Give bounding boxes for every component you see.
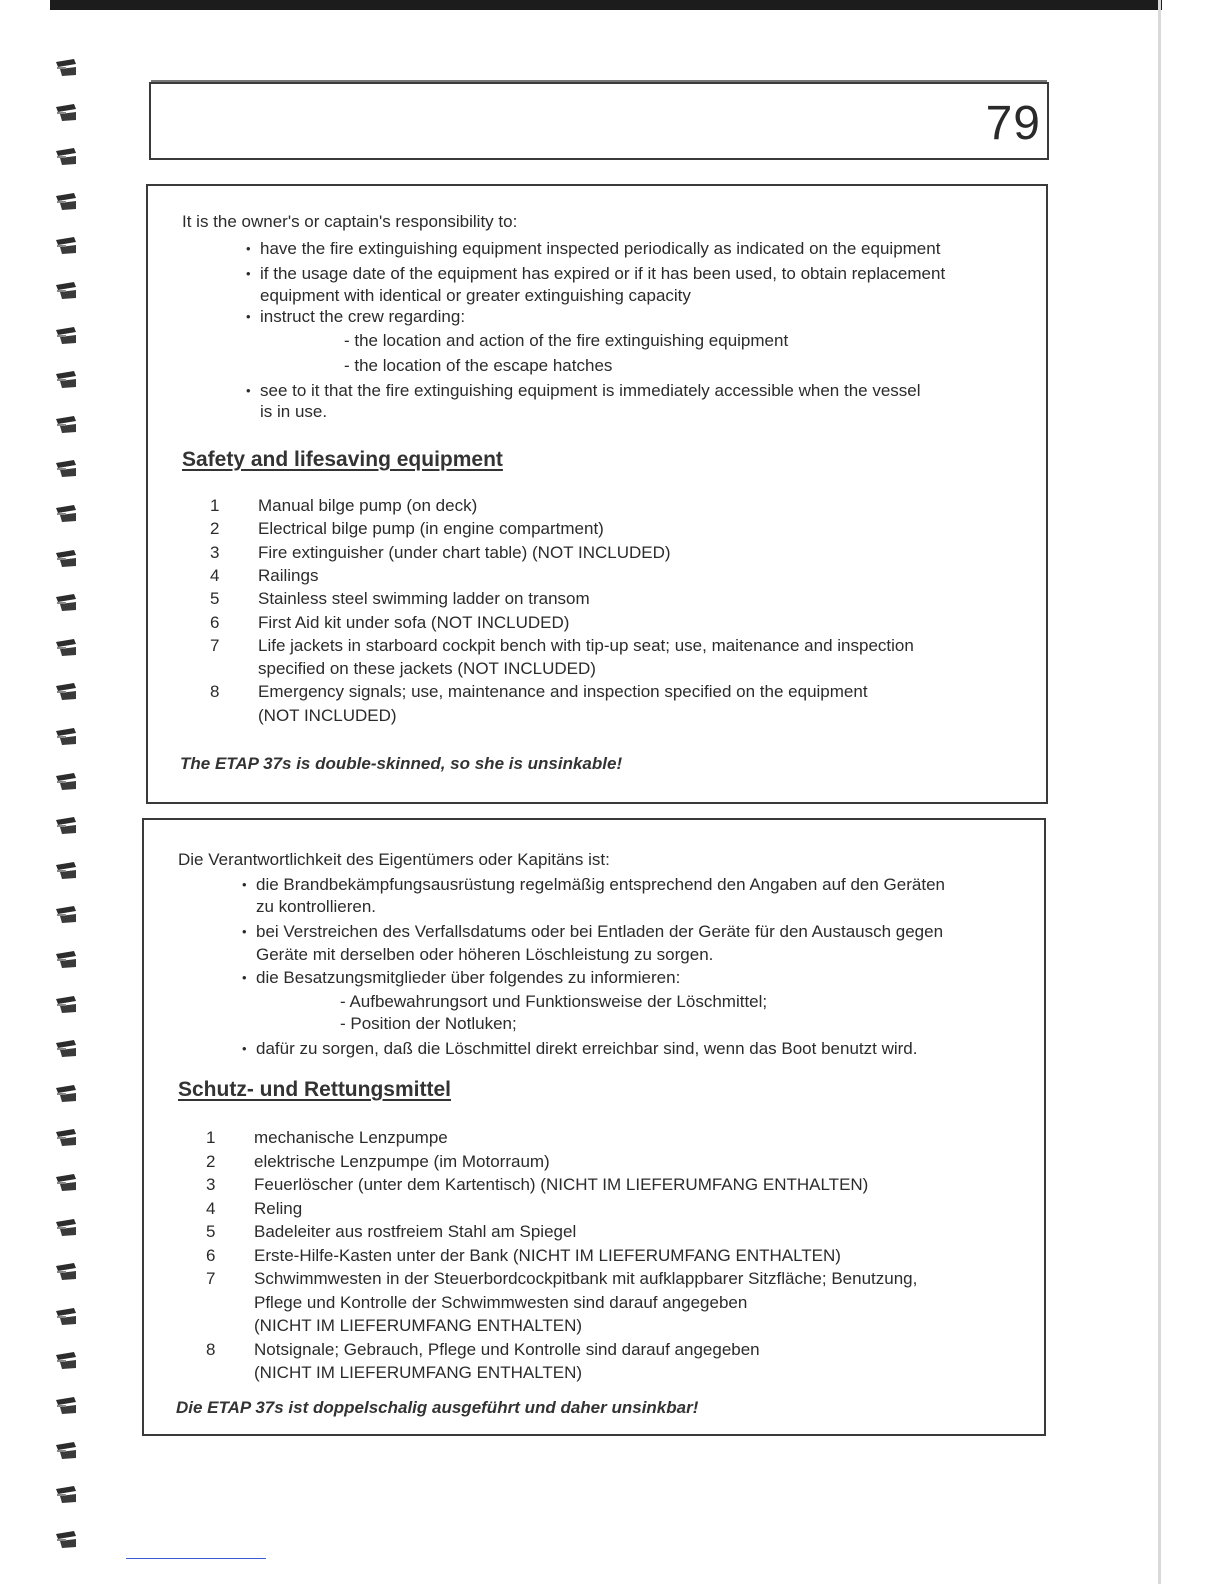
binding-ring [54, 903, 78, 925]
sub-item: - the location of the escape hatches [344, 356, 613, 375]
binding-ring [54, 725, 78, 747]
intro-text: Die Verantwortlichkeit des Eigentümers oder Kapitäns ist: [178, 850, 610, 869]
item-number: 6 [206, 1245, 216, 1265]
item-number: 2 [210, 519, 220, 539]
item-number: 8 [206, 1339, 216, 1359]
item-text: Stainless steel swimming ladder on transom [258, 589, 590, 609]
item-number: 3 [210, 542, 220, 562]
item-text: Fire extinguisher (under chart table) (NOT INCLUDED) [258, 542, 671, 562]
sub-item: - Aufbewahrungsort und Funktionsweise der Löschmittel; [340, 992, 768, 1011]
item-text: Schwimmwesten in der Steuerbordcockpitbank mit aufklappbarer Sitzfläche; Benutzung, [254, 1269, 918, 1288]
item-number: 1 [210, 496, 220, 515]
english-section [146, 184, 1048, 804]
item-number: 1 [206, 1128, 216, 1147]
scan-right-edge [1158, 0, 1161, 1584]
page-number: 79 [985, 97, 1041, 150]
binding-ring [54, 814, 78, 836]
binding-ring [54, 279, 78, 301]
binding-ring [54, 101, 78, 123]
bullet-item: • dafür zu sorgen, daß die Löschmittel direkt erreichbar sind, wenn das Boot benutzt wird. [256, 1037, 917, 1060]
item-text: Manual bilge pump (on deck) [258, 496, 478, 515]
binding-ring [54, 547, 78, 569]
binding-ring [54, 859, 78, 881]
binding-ring [54, 993, 78, 1015]
bullet-continuation: Geräte mit derselben oder höheren Löschleistung zu sorgen. [256, 945, 714, 964]
binding-ring [54, 368, 78, 390]
item-number: 2 [206, 1151, 216, 1171]
binding-ring [54, 1394, 78, 1416]
binding-ring [54, 1305, 78, 1327]
binding-ring [54, 324, 78, 346]
item-text: Feuerlöscher (unter dem Kartentisch) (NICHT IM LIEFERUMFANG ENTHALTEN) [254, 1175, 869, 1194]
binding-ring [54, 1528, 78, 1550]
item-number: 4 [210, 565, 220, 585]
item-text: Railings [258, 565, 319, 585]
scan-top-edge [50, 0, 1162, 10]
spiral-binding [54, 56, 82, 1566]
bullet-item: • see to it that the fire extinguishing equipment is immediately accessible when the vessel [260, 379, 921, 402]
item-number: 7 [210, 635, 220, 655]
bullet-continuation: zu kontrollieren. [256, 897, 377, 916]
item-text: Emergency signals; use, maintenance and inspection specified on the equipment [258, 682, 868, 702]
page-header-box [149, 82, 1049, 160]
bullet-item: • die Besatzungsmitglieder über folgendes zu informieren: [256, 966, 680, 989]
binding-ring [54, 948, 78, 970]
item-text: Badeleiter aus rostfreiem Stahl am Spiegel [254, 1222, 577, 1241]
item-number: 5 [210, 589, 220, 609]
item-text: Erste-Hilfe-Kasten unter der Bank (NICHT IM LIEFERUMFANG ENTHALTEN) [254, 1245, 841, 1265]
binding-ring [54, 1082, 78, 1104]
german-section [142, 818, 1046, 1436]
sub-item: - the location and action of the fire extinguishing equipment [344, 331, 789, 350]
binding-ring [54, 636, 78, 658]
item-text: specified on these jackets (NOT INCLUDED) [258, 659, 596, 679]
binding-ring [54, 1349, 78, 1371]
bullet-item: • have the fire extinguishing equipment inspected periodically as indicated on the equipment [260, 237, 940, 260]
binding-ring [54, 680, 78, 702]
sub-item: - Position der Notluken; [340, 1014, 517, 1033]
item-text: (NOT INCLUDED) [258, 705, 397, 725]
binding-ring [54, 1037, 78, 1059]
item-number: 4 [206, 1198, 216, 1218]
item-number: 8 [210, 682, 220, 702]
section-heading: Safety and lifesaving equipment [182, 448, 503, 471]
section-heading: Schutz- und Rettungsmittel [178, 1078, 451, 1101]
item-text: First Aid kit under sofa (NOT INCLUDED) [258, 612, 570, 632]
binding-ring [54, 1216, 78, 1238]
bullet-item: • die Brandbekämpfungsausrüstung regelmäßig entsprechend den Angaben auf den Geräten [256, 873, 945, 896]
item-text: (NICHT IM LIEFERUMFANG ENTHALTEN) [254, 1363, 583, 1382]
binding-ring [54, 457, 78, 479]
item-number: 6 [210, 612, 220, 632]
item-number: 7 [206, 1269, 216, 1288]
item-number: 3 [206, 1175, 216, 1194]
binding-ring [54, 1483, 78, 1505]
item-text: Pflege und Kontrolle der Schwimmwesten sind darauf angegeben [254, 1292, 748, 1312]
item-text: Reling [254, 1198, 303, 1218]
unsinkable-note: The ETAP 37s is double-skinned, so she is unsinkable! [180, 754, 623, 773]
binding-ring [54, 190, 78, 212]
intro-text: It is the owner's or captain's responsibility to: [182, 212, 518, 231]
binding-ring [54, 413, 78, 435]
bullet-item: • instruct the crew regarding: [260, 305, 465, 328]
binding-ring [54, 502, 78, 524]
binding-ring [54, 56, 78, 78]
unsinkable-note: Die ETAP 37s ist doppelschalig ausgeführt und daher unsinkbar! [176, 1398, 699, 1417]
binding-ring [54, 145, 78, 167]
item-text: mechanische Lenzpumpe [254, 1128, 448, 1147]
item-text: Electrical bilge pump (in engine compartment) [258, 519, 604, 539]
bullet-continuation: equipment with identical or greater extinguishing capacity [260, 286, 691, 305]
bullet-item: • if the usage date of the equipment has expired or if it has been used, to obtain replacement [260, 262, 945, 285]
item-text: Life jackets in starboard cockpit bench with tip-up seat; use, maitenance and inspection [258, 635, 914, 655]
binding-ring [54, 1126, 78, 1148]
footer-rule [126, 1558, 266, 1559]
binding-ring [54, 591, 78, 613]
binding-ring [54, 1260, 78, 1282]
item-text: elektrische Lenzpumpe (im Motorraum) [254, 1151, 550, 1171]
bullet-item: • bei Verstreichen des Verfallsdatums oder bei Entladen der Geräte für den Austausch gegen [256, 920, 943, 943]
bullet-continuation: is in use. [260, 402, 328, 421]
binding-ring [54, 1171, 78, 1193]
binding-ring [54, 234, 78, 256]
item-number: 5 [206, 1222, 216, 1241]
item-text: Notsignale; Gebrauch, Pflege und Kontrolle sind darauf angegeben [254, 1339, 760, 1359]
binding-ring [54, 770, 78, 792]
item-text: (NICHT IM LIEFERUMFANG ENTHALTEN) [254, 1316, 583, 1335]
binding-ring [54, 1439, 78, 1461]
